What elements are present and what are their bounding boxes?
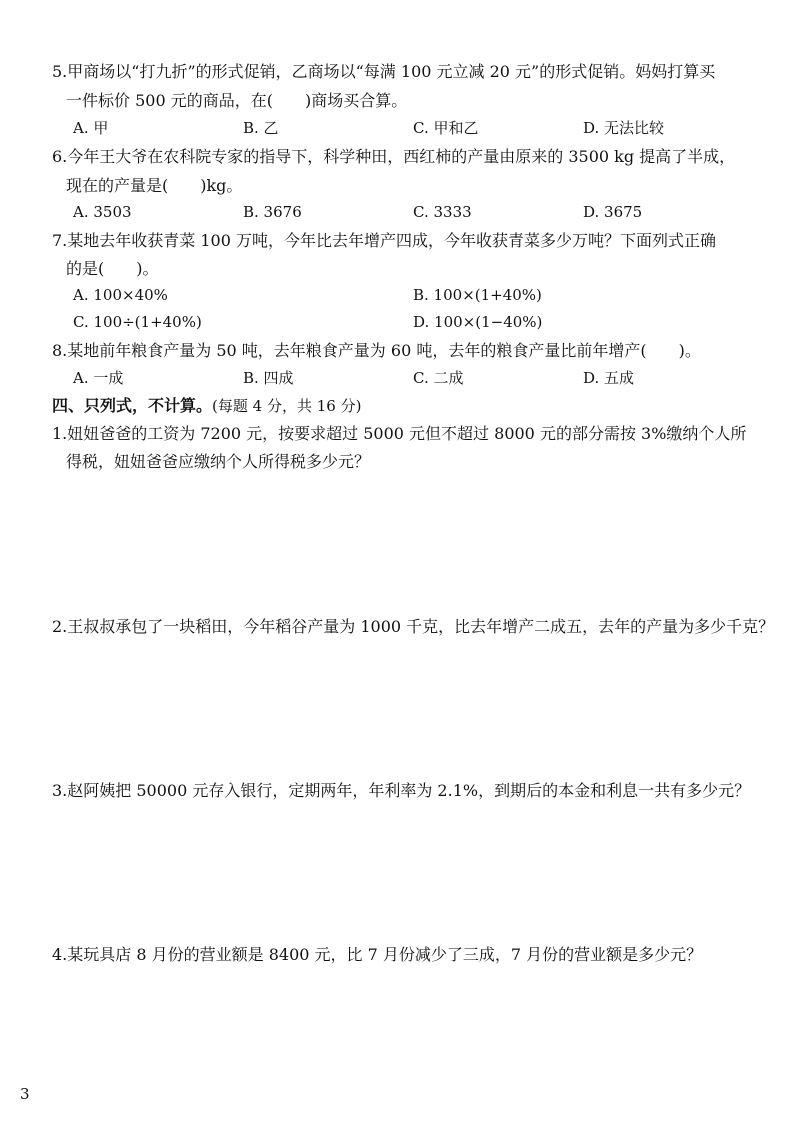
q6-option-b: B. 3676: [243, 203, 302, 221]
problem-3-line-1: 3.赵阿姨把 50000 元存入银行，定期两年，年利率为 2.1%，到期后的本金和利息一共有多少元？: [52, 781, 751, 800]
problem-1-line-2: 得税，妞妞爸爸应缴纳个人所得税多少元？: [66, 452, 371, 471]
section-title: 四、只列式，不计算。: [52, 396, 213, 415]
q7-option-c: C. 100÷(1+40%): [73, 313, 202, 331]
q8-option-b: B. 四成: [243, 369, 294, 387]
q7-option-a: A. 100×40%: [73, 286, 168, 304]
q8-option-c: C. 二成: [413, 369, 464, 387]
q6-option-c: C. 3333: [413, 203, 472, 221]
page-number: 3: [20, 1085, 30, 1103]
q5-option-d: D. 无法比较: [583, 119, 665, 137]
q5-line-1: 5.甲商场以“打九折”的形式促销，乙商场以“每满 100 元立减 20 元”的形式促销。妈妈打算买: [52, 62, 716, 81]
q7-line-1: 7.某地去年收获青菜 100 万吨，今年比去年增产四成，今年收获青菜多少万吨？下面列式正确: [52, 231, 716, 250]
q5-option-b: B. 乙: [243, 119, 279, 137]
q6-option-a: A. 3503: [73, 203, 132, 221]
problem-2-line-1: 2.王叔叔承包了一块稻田，今年稻谷产量为 1000 千克，比去年增产二成五，去年的产量为多少千克？: [52, 617, 775, 636]
section-heading: [52, 396, 361, 416]
problem-4-line-1: 4.某玩具店 8 月份的营业额是 8400 元，比 7 月份减少了三成，7 月份的营业额是多少元？: [52, 945, 703, 964]
q6-line-1: 6.今年王大爷在农科院专家的指导下，科学种田，西红柿的产量由原来的 3500 kg 提高了半成，: [52, 147, 736, 166]
q8-option-d: D. 五成: [583, 369, 635, 387]
q5-option-a: A. 甲: [73, 119, 109, 137]
q7-line-2: 的是( )。: [66, 259, 159, 278]
q6-line-2: 现在的产量是( )kg。: [66, 176, 243, 195]
section-scoring-note: (每题 4 分，共 16 分): [212, 397, 362, 415]
problem-1-line-1: 1.妞妞爸爸的工资为 7200 元，按要求超过 5000 元但不超过 8000 元的部分需按 3%缴纳个人所: [52, 424, 747, 443]
q5-line-2: 一件标价 500 元的商品，在( )商场买合算。: [66, 91, 408, 110]
q7-option-d: D. 100×(1−40%): [413, 313, 543, 331]
q5-option-c: C. 甲和乙: [413, 119, 479, 137]
q7-option-b: B. 100×(1+40%): [413, 286, 542, 304]
q8-line-1: 8.某地前年粮食产量为 50 吨，去年粮食产量为 60 吨，去年的粮食产量比前年增产( )。: [52, 341, 701, 360]
q6-option-d: D. 3675: [583, 203, 643, 221]
q8-option-a: A. 一成: [73, 369, 124, 387]
